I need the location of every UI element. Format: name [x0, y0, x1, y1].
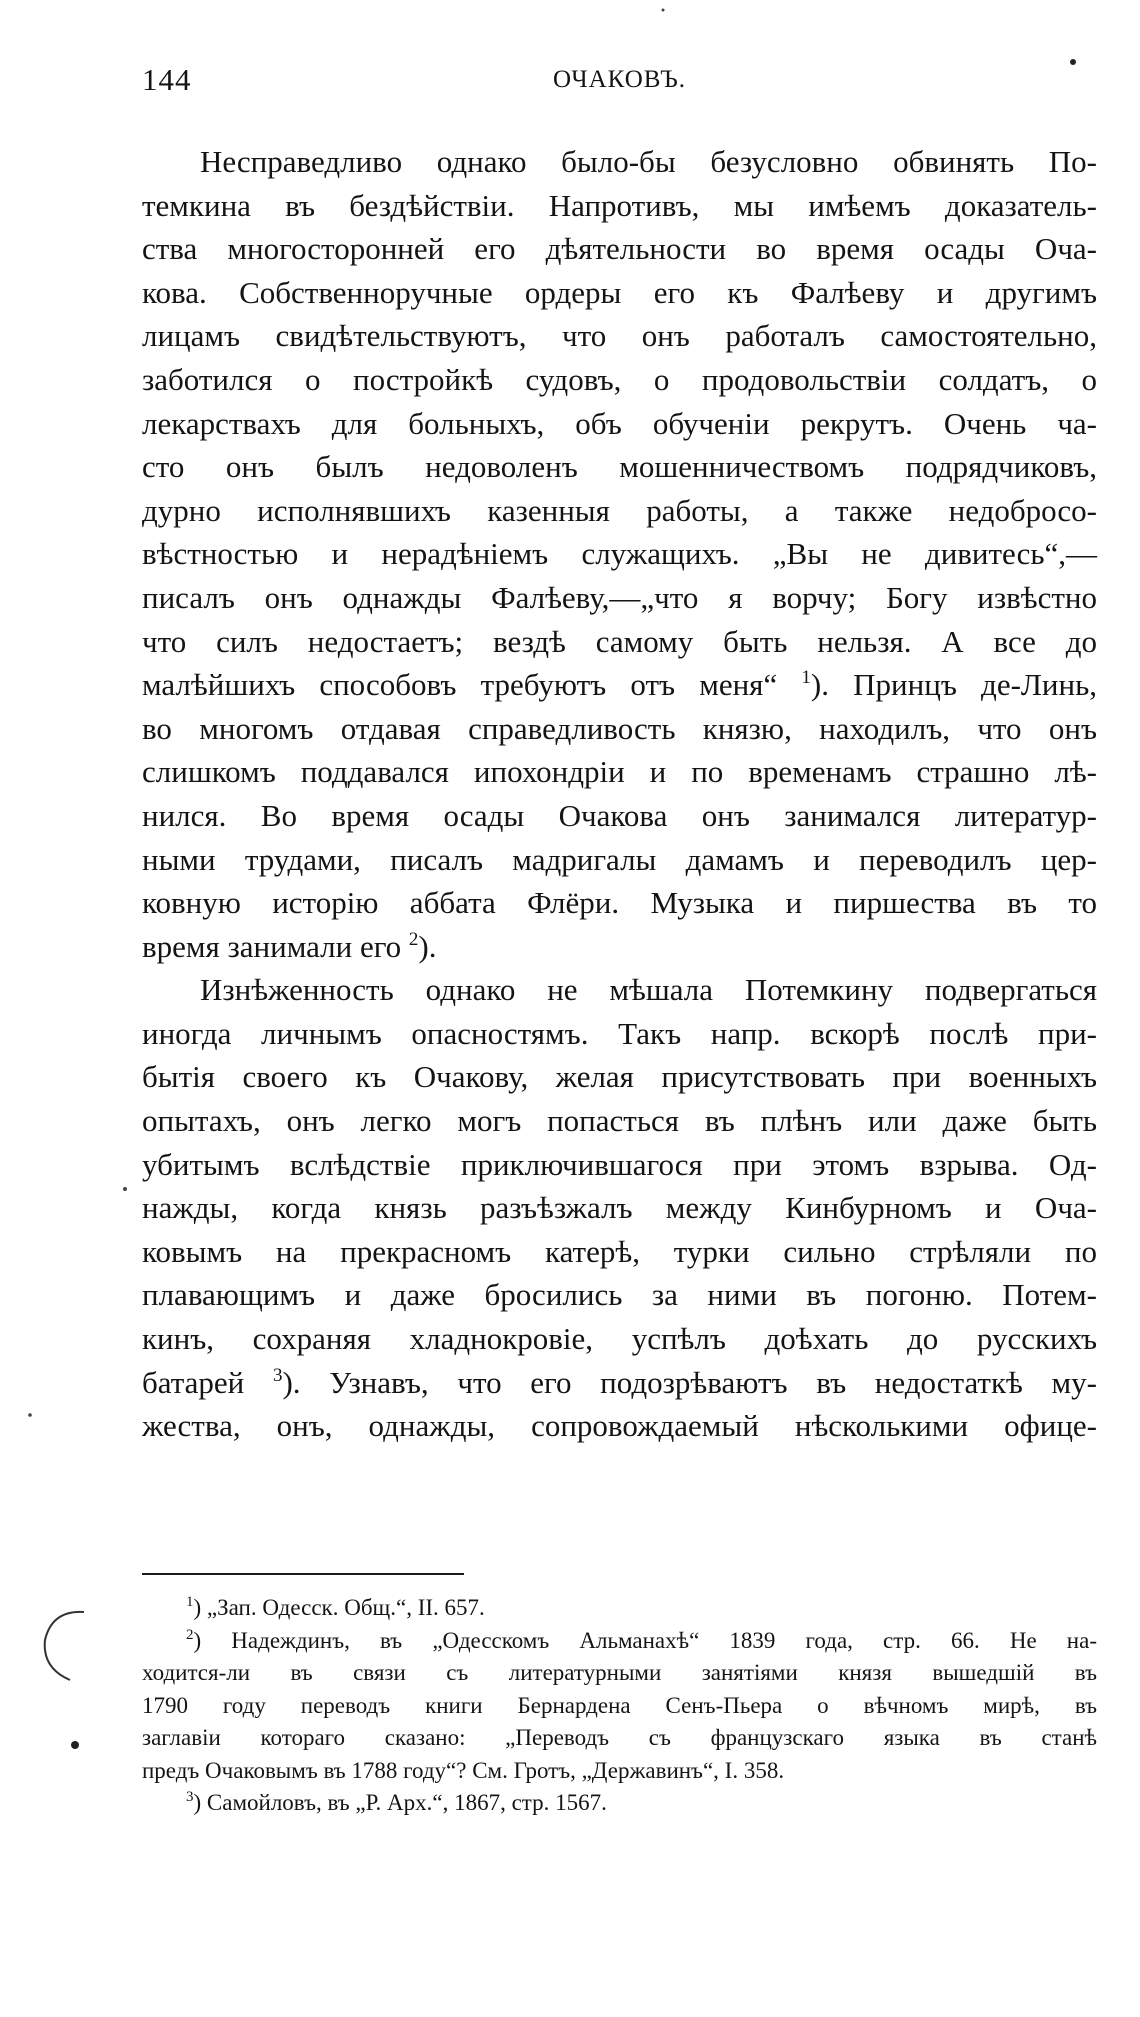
footnote-ref-1: 1 [801, 667, 811, 689]
footnote-marker-2: 2 [186, 1626, 194, 1643]
text-line: сто онъ былъ недоволенъ мошенничествомъ подрядчиковъ, [142, 449, 1097, 485]
text-line: опытахъ, онъ легко могъ попасться въ плѣнъ или даже быть [142, 1103, 1097, 1139]
ink-speck [123, 1187, 127, 1191]
text-line: вѣстностью и нерадѣніемъ служащихъ. „Вы не дивитесь“,— [142, 536, 1097, 572]
footnote-line: 1790 году переводъ книги Бернардена Сенъ-Пьера о вѣчномъ мирѣ, въ [142, 1692, 1097, 1718]
ink-speck [28, 1413, 32, 1417]
ink-speck [662, 9, 665, 12]
text-line: что силъ недостаетъ; вездѣ самому быть нельзя. А все до [142, 623, 1097, 659]
footnote-marker-1: 1 [186, 1594, 194, 1610]
footnote-1 [142, 1592, 1097, 1625]
ink-speck [71, 1741, 79, 1749]
footnote-3 [142, 1787, 1097, 1820]
footnote-text: ) „Зап. Одесск. Общ.“, II. 657. [193, 1595, 485, 1620]
text-line: плавающимъ и даже бросились за ними въ погоню. Потем- [142, 1277, 1097, 1313]
text-line: ковымъ на прекрасномъ катерѣ, турки сильно стрѣляли по [142, 1233, 1097, 1269]
footnote-line: предъ Очаковымъ въ 1788 году“? См. Гротъ, „Державинъ“, I. 358. [142, 1757, 785, 1783]
running-head [142, 62, 1097, 112]
main-text [142, 140, 1097, 1448]
text-fragment: батарей [142, 1364, 245, 1400]
footnote-line: заглавіи котораго сказано: „Переводъ съ французскаго языка въ станѣ [142, 1725, 1097, 1750]
text-line: писалъ онъ однажды Фалѣеву,—„что я ворчу; Богу извѣстно [142, 579, 1097, 615]
footnote-2 [142, 1625, 1097, 1658]
running-title: ОЧАКОВЪ. [552, 66, 687, 93]
footnote-line: ходится-ли въ связи съ литературными занятіями князя вышедшій въ [142, 1660, 1097, 1685]
page-edge-mark [45, 1612, 84, 1680]
footnote-marker-3: 3 [186, 1789, 194, 1805]
text-line: слишкомъ поддавался ипохондріи и по временамъ страшно лѣ- [142, 754, 1097, 790]
text-fragment: малѣйшихъ способовъ требуютъ отъ меня“ [142, 667, 778, 703]
footnotes [142, 1592, 1097, 1820]
text-line: нился. Во время осады Очакова онъ занимался литератур- [142, 797, 1097, 833]
text-line [142, 1361, 1097, 1405]
text-line: дурно исполнявшихъ казенныя работы, а также недобросо- [142, 492, 1097, 528]
text-line: нажды, когда князь разъѣзжалъ между Кинбурномъ и Оча- [142, 1190, 1097, 1226]
text-fragment: ). [418, 928, 437, 964]
text-line: Несправедливо однако было-бы безусловно обвинять По- [200, 144, 1097, 179]
footnote-text: ) Надеждинъ, въ „Одесскомъ Альманахѣ“ 1839 года, стр. 66. Не на- [193, 1627, 1097, 1653]
text-line: убитымъ вслѣдствіе приключившагося при этомъ взрыва. Од- [142, 1146, 1097, 1182]
footnote-ref-2: 2 [408, 928, 419, 950]
text-line: ства многосторонней его дѣятельности во время осады Оча- [142, 231, 1097, 267]
text-line: лекарствахъ для больныхъ, объ обученіи рекрутъ. Очень ча- [142, 405, 1097, 441]
text-line: кова. Собственноручные ордеры его къ Фалѣеву и другимъ [142, 274, 1097, 310]
text-line: темкина въ бездѣйствіи. Напротивъ, мы имѣемъ доказатель- [142, 187, 1097, 223]
text-fragment: ). Принцъ де-Линь, [810, 667, 1097, 703]
text-line: иногда личнымъ опасностямъ. Такъ напр. вскорѣ послѣ при- [142, 1015, 1097, 1051]
footnote-text: ) Самойловъ, въ „Р. Арх.“, 1867, стр. 1567. [193, 1790, 607, 1815]
text-fragment: ). Узнавъ, что его подозрѣваютъ въ недостаткѣ му- [282, 1364, 1097, 1400]
page-number: 144 [142, 62, 192, 97]
footnote-divider [142, 1573, 464, 1575]
text-line: во многомъ отдавая справедливость князю, находилъ, что онъ [142, 710, 1097, 746]
text-line: ковную исторію аббата Флёри. Музыка и пиршества въ то [142, 885, 1097, 921]
text-line: жества, онъ, однажды, сопровождаемый нѣсколькими офице- [142, 1408, 1097, 1444]
text-line: кинъ, сохраняя хладнокровіе, успѣлъ доѣхать до русскихъ [142, 1321, 1097, 1357]
text-line [142, 663, 1097, 707]
text-fragment: время занимали его [142, 928, 402, 964]
text-line: бытія своего къ Очакову, желая присутствовать при военныхъ [142, 1059, 1097, 1095]
text-line: лицамъ свидѣтельствуютъ, что онъ работалъ самостоятельно, [142, 318, 1097, 354]
text-line: заботился о постройкѣ судовъ, о продовольствіи солдатъ, о [142, 361, 1097, 397]
text-line [142, 925, 1097, 969]
text-line: ными трудами, писалъ мадригалы дамамъ и переводилъ цер- [142, 841, 1097, 877]
text-line: Изнѣженность однако не мѣшала Потемкину подвергаться [200, 972, 1097, 1008]
footnote-ref-3: 3 [272, 1364, 283, 1386]
